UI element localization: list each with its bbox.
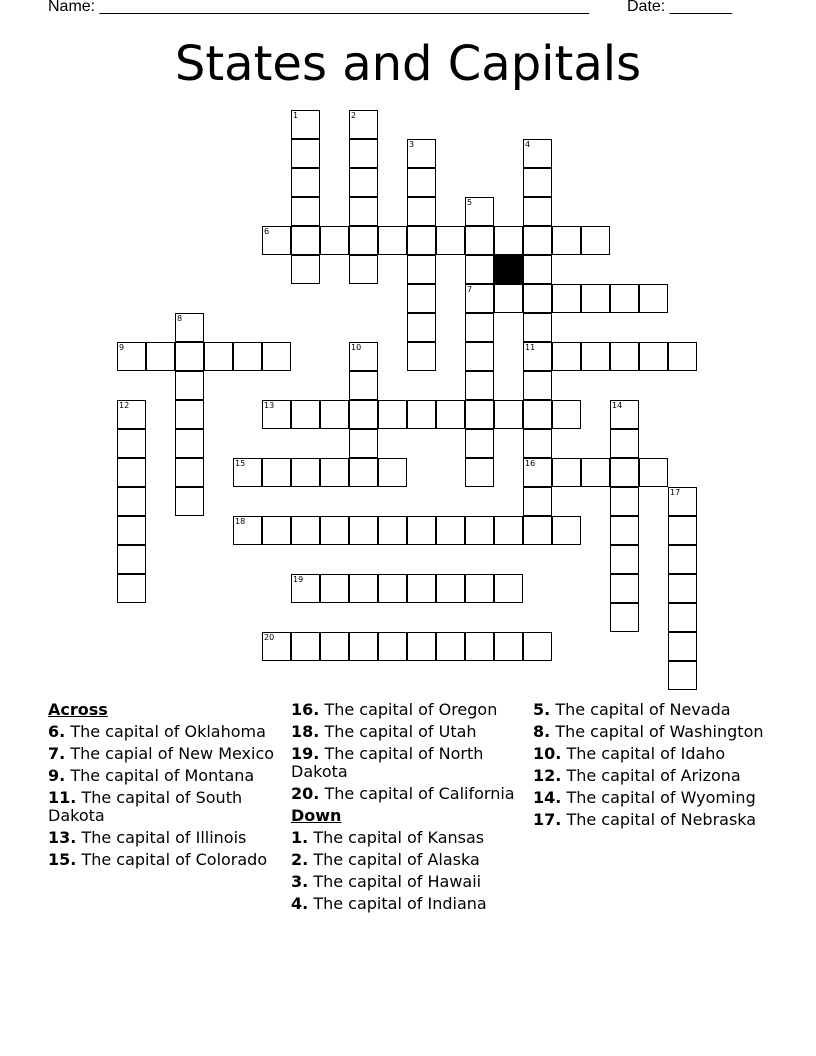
clue-text: The capital of Oklahoma — [70, 722, 266, 741]
grid-cell[interactable] — [552, 400, 581, 429]
grid-cell[interactable] — [523, 139, 552, 168]
grid-cell[interactable] — [291, 632, 320, 661]
clue-text: The capital of Kansas — [313, 828, 485, 847]
grid-cell[interactable] — [465, 371, 494, 400]
grid-cell[interactable] — [465, 284, 494, 313]
grid-cell[interactable] — [291, 197, 320, 226]
grid-cell[interactable] — [465, 197, 494, 226]
grid-cell[interactable] — [407, 255, 436, 284]
cell-number: 10 — [351, 343, 362, 352]
grid-cell[interactable] — [668, 603, 697, 632]
grid-cell[interactable] — [668, 574, 697, 603]
clue-text: The capital of Montana — [70, 766, 255, 785]
clue-down-5 — [533, 701, 773, 719]
grid-cell[interactable] — [523, 226, 552, 255]
grid-cell[interactable] — [668, 661, 697, 690]
clues-column-1 — [48, 701, 278, 873]
grid-cell[interactable] — [291, 168, 320, 197]
grid-cell[interactable] — [407, 139, 436, 168]
grid-cell[interactable] — [552, 342, 581, 371]
grid-cell[interactable] — [610, 342, 639, 371]
clue-number: 2. — [291, 850, 309, 869]
grid-cell[interactable] — [262, 516, 291, 545]
grid-cell[interactable] — [581, 284, 610, 313]
grid-cell[interactable] — [610, 458, 639, 487]
clue-number: 17. — [533, 810, 562, 829]
grid-cell[interactable] — [668, 342, 697, 371]
cell-number: 13 — [264, 401, 275, 410]
grid-cell[interactable] — [610, 603, 639, 632]
clue-down-3 — [291, 873, 521, 891]
grid-cell[interactable] — [117, 574, 146, 603]
grid-cell[interactable] — [175, 429, 204, 458]
grid-cell[interactable] — [436, 574, 465, 603]
grid-cell[interactable] — [349, 458, 378, 487]
grid-cell[interactable] — [523, 516, 552, 545]
grid-cell[interactable] — [262, 226, 291, 255]
grid-cell[interactable] — [117, 458, 146, 487]
clues-column-3 — [533, 701, 773, 833]
grid-cell[interactable] — [117, 516, 146, 545]
grid-cell[interactable] — [523, 168, 552, 197]
clue-number: 19. — [291, 744, 320, 763]
clue-across-9 — [48, 767, 278, 785]
grid-cell[interactable] — [436, 516, 465, 545]
grid-cell[interactable] — [639, 284, 668, 313]
clue-text: The capital of Wyoming — [566, 788, 756, 807]
grid-cell[interactable] — [494, 574, 523, 603]
grid-cell[interactable] — [639, 342, 668, 371]
grid-cell[interactable] — [349, 197, 378, 226]
grid-cell[interactable] — [233, 458, 262, 487]
black-square — [494, 255, 523, 284]
down-heading: Down — [291, 806, 342, 825]
clue-text: The capital of Hawaii — [313, 872, 482, 891]
grid-cell[interactable] — [117, 400, 146, 429]
grid-cell[interactable] — [610, 429, 639, 458]
grid-cell[interactable] — [291, 255, 320, 284]
clue-text: The capital of North Dakota — [291, 744, 484, 781]
grid-cell[interactable] — [465, 429, 494, 458]
grid-cell[interactable] — [204, 342, 233, 371]
grid-cell[interactable] — [349, 139, 378, 168]
grid-cell[interactable] — [378, 574, 407, 603]
grid-cell[interactable] — [117, 545, 146, 574]
clue-text: The capital of Alaska — [313, 850, 480, 869]
grid-cell[interactable] — [523, 371, 552, 400]
clue-across-11 — [48, 789, 278, 825]
clue-down-12 — [533, 767, 773, 785]
clue-across-6 — [48, 723, 278, 741]
clue-text: The capital of Washington — [555, 722, 764, 741]
grid-cell[interactable] — [146, 342, 175, 371]
grid-cell[interactable] — [407, 516, 436, 545]
grid-cell[interactable] — [291, 139, 320, 168]
clue-number: 9. — [48, 766, 66, 785]
clue-text: The capital of Oregon — [324, 700, 498, 719]
grid-cell[interactable] — [494, 284, 523, 313]
grid-cell[interactable] — [494, 516, 523, 545]
grid-cell[interactable] — [291, 574, 320, 603]
grid-cell[interactable] — [378, 516, 407, 545]
grid-cell[interactable] — [523, 429, 552, 458]
grid-cell[interactable] — [378, 458, 407, 487]
clue-text: The capial of New Mexico — [70, 744, 275, 763]
clue-number: 8. — [533, 722, 551, 741]
page-title: States and Capitals — [174, 36, 642, 92]
clue-down-1 — [291, 829, 521, 847]
cell-number: 6 — [264, 227, 270, 236]
grid-cell[interactable] — [610, 516, 639, 545]
clue-number: 13. — [48, 828, 77, 847]
clue-down-4 — [291, 895, 521, 913]
grid-cell[interactable] — [291, 516, 320, 545]
cell-number: 14 — [612, 401, 623, 410]
grid-cell[interactable] — [465, 226, 494, 255]
grid-cell[interactable] — [349, 342, 378, 371]
grid-cell[interactable] — [349, 400, 378, 429]
clue-number: 14. — [533, 788, 562, 807]
name-field-label: Name: _______________________________________________________ — [48, 0, 589, 15]
grid-cell[interactable] — [465, 632, 494, 661]
grid-cell[interactable] — [610, 284, 639, 313]
date-field-label: Date: _______ — [627, 0, 732, 15]
grid-cell[interactable] — [349, 574, 378, 603]
cell-number: 9 — [119, 343, 125, 352]
grid-cell[interactable] — [175, 371, 204, 400]
grid-cell[interactable] — [523, 632, 552, 661]
clue-number: 11. — [48, 788, 77, 807]
grid-cell[interactable] — [291, 110, 320, 139]
grid-cell[interactable] — [465, 458, 494, 487]
grid-cell[interactable] — [291, 458, 320, 487]
across-heading: Across — [48, 700, 108, 719]
clue-across-7 — [48, 745, 278, 763]
cell-number: 4 — [525, 140, 531, 149]
grid-cell[interactable] — [523, 458, 552, 487]
clue-text: The capital of Indiana — [313, 894, 487, 913]
clue-text: The capital of Arizona — [566, 766, 741, 785]
grid-cell[interactable] — [320, 458, 349, 487]
grid-cell[interactable] — [668, 632, 697, 661]
clue-down-17 — [533, 811, 773, 829]
grid-cell[interactable] — [262, 632, 291, 661]
grid-cell[interactable] — [349, 429, 378, 458]
grid-cell[interactable] — [233, 516, 262, 545]
cell-number: 19 — [293, 575, 304, 584]
grid-cell[interactable] — [117, 429, 146, 458]
grid-cell[interactable] — [552, 284, 581, 313]
clue-text: The capital of Utah — [324, 722, 477, 741]
grid-cell[interactable] — [320, 516, 349, 545]
grid-cell[interactable] — [291, 226, 320, 255]
grid-cell[interactable] — [175, 313, 204, 342]
grid-cell[interactable] — [523, 197, 552, 226]
grid-cell[interactable] — [436, 400, 465, 429]
grid-cell[interactable] — [465, 313, 494, 342]
grid-cell[interactable] — [465, 255, 494, 284]
grid-cell[interactable] — [465, 516, 494, 545]
grid-cell[interactable] — [320, 226, 349, 255]
clue-across-19 — [291, 745, 521, 781]
grid-cell[interactable] — [523, 487, 552, 516]
cell-number: 1 — [293, 111, 299, 120]
grid-cell[interactable] — [378, 400, 407, 429]
clue-down-10 — [533, 745, 773, 763]
clue-down-14 — [533, 789, 773, 807]
cell-number: 11 — [525, 343, 536, 352]
grid-cell[interactable] — [523, 400, 552, 429]
clue-number: 3. — [291, 872, 309, 891]
clue-across-18 — [291, 723, 521, 741]
cell-number: 5 — [467, 198, 473, 207]
cell-number: 20 — [264, 633, 275, 642]
clue-down-2 — [291, 851, 521, 869]
grid-cell[interactable] — [523, 342, 552, 371]
grid-cell[interactable] — [117, 487, 146, 516]
cell-number: 7 — [467, 285, 473, 294]
grid-cell[interactable] — [320, 574, 349, 603]
grid-cell[interactable] — [291, 400, 320, 429]
grid-cell[interactable] — [552, 516, 581, 545]
clue-number: 6. — [48, 722, 66, 741]
clue-text: The capital of Nevada — [555, 700, 731, 719]
grid-cell[interactable] — [436, 632, 465, 661]
clue-number: 7. — [48, 744, 66, 763]
grid-cell[interactable] — [668, 516, 697, 545]
grid-cell[interactable] — [407, 313, 436, 342]
grid-cell[interactable] — [262, 458, 291, 487]
clue-number: 16. — [291, 700, 320, 719]
grid-cell[interactable] — [610, 574, 639, 603]
grid-cell[interactable] — [349, 255, 378, 284]
grid-cell[interactable] — [262, 342, 291, 371]
grid-cell[interactable] — [117, 342, 146, 371]
grid-cell[interactable] — [523, 284, 552, 313]
grid-cell[interactable] — [378, 226, 407, 255]
grid-cell[interactable] — [552, 458, 581, 487]
clue-across-13 — [48, 829, 278, 847]
grid-cell[interactable] — [349, 226, 378, 255]
grid-cell[interactable] — [349, 110, 378, 139]
clue-number: 18. — [291, 722, 320, 741]
grid-cell[interactable] — [407, 400, 436, 429]
grid-cell[interactable] — [349, 371, 378, 400]
clue-across-15 — [48, 851, 278, 869]
grid-cell[interactable] — [407, 197, 436, 226]
cell-number: 8 — [177, 314, 183, 323]
grid-cell[interactable] — [494, 400, 523, 429]
grid-cell[interactable] — [610, 400, 639, 429]
cell-number: 18 — [235, 517, 246, 526]
clue-across-20 — [291, 785, 521, 803]
grid-cell[interactable] — [349, 168, 378, 197]
clue-number: 5. — [533, 700, 551, 719]
clue-text: The capital of Nebraska — [566, 810, 757, 829]
grid-cell[interactable] — [465, 574, 494, 603]
clue-number: 1. — [291, 828, 309, 847]
grid-cell[interactable] — [407, 168, 436, 197]
grid-cell[interactable] — [175, 342, 204, 371]
grid-cell[interactable] — [175, 400, 204, 429]
grid-cell[interactable] — [523, 255, 552, 284]
cell-number: 2 — [351, 111, 357, 120]
grid-cell[interactable] — [610, 545, 639, 574]
grid-cell[interactable] — [610, 487, 639, 516]
grid-cell[interactable] — [233, 342, 262, 371]
clue-down-8 — [533, 723, 773, 741]
clue-number: 4. — [291, 894, 309, 913]
grid-cell[interactable] — [407, 226, 436, 255]
grid-cell[interactable] — [175, 487, 204, 516]
cell-number: 12 — [119, 401, 130, 410]
grid-cell[interactable] — [465, 342, 494, 371]
grid-cell[interactable] — [494, 632, 523, 661]
cell-number: 15 — [235, 459, 246, 468]
clue-text: The capital of California — [324, 784, 515, 803]
grid-cell[interactable] — [639, 458, 668, 487]
grid-cell[interactable] — [320, 632, 349, 661]
grid-cell[interactable] — [349, 632, 378, 661]
cell-number: 16 — [525, 459, 536, 468]
clue-number: 20. — [291, 784, 320, 803]
grid-cell[interactable] — [378, 632, 407, 661]
grid-cell[interactable] — [581, 226, 610, 255]
clue-number: 15. — [48, 850, 77, 869]
grid-cell[interactable] — [581, 342, 610, 371]
clue-text: The capital of South Dakota — [48, 788, 243, 825]
grid-cell[interactable] — [407, 574, 436, 603]
grid-cell[interactable] — [320, 400, 349, 429]
grid-cell[interactable] — [262, 400, 291, 429]
grid-cell[interactable] — [349, 516, 378, 545]
clue-number: 12. — [533, 766, 562, 785]
grid-cell[interactable] — [494, 226, 523, 255]
grid-cell[interactable] — [552, 226, 581, 255]
clues-column-2 — [291, 701, 521, 917]
clue-text: The capital of Colorado — [81, 850, 268, 869]
clue-text: The capital of Idaho — [566, 744, 726, 763]
grid-cell[interactable] — [175, 458, 204, 487]
grid-cell[interactable] — [436, 226, 465, 255]
cell-number: 17 — [670, 488, 681, 497]
clue-across-16 — [291, 701, 521, 719]
grid-cell[interactable] — [668, 545, 697, 574]
grid-cell[interactable] — [581, 458, 610, 487]
clue-text: The capital of Illinois — [81, 828, 247, 847]
grid-cell[interactable] — [407, 284, 436, 313]
grid-cell[interactable] — [407, 342, 436, 371]
cell-number: 3 — [409, 140, 415, 149]
clue-number: 10. — [533, 744, 562, 763]
grid-cell[interactable] — [407, 632, 436, 661]
grid-cell[interactable] — [668, 487, 697, 516]
grid-cell[interactable] — [465, 400, 494, 429]
grid-cell[interactable] — [523, 313, 552, 342]
